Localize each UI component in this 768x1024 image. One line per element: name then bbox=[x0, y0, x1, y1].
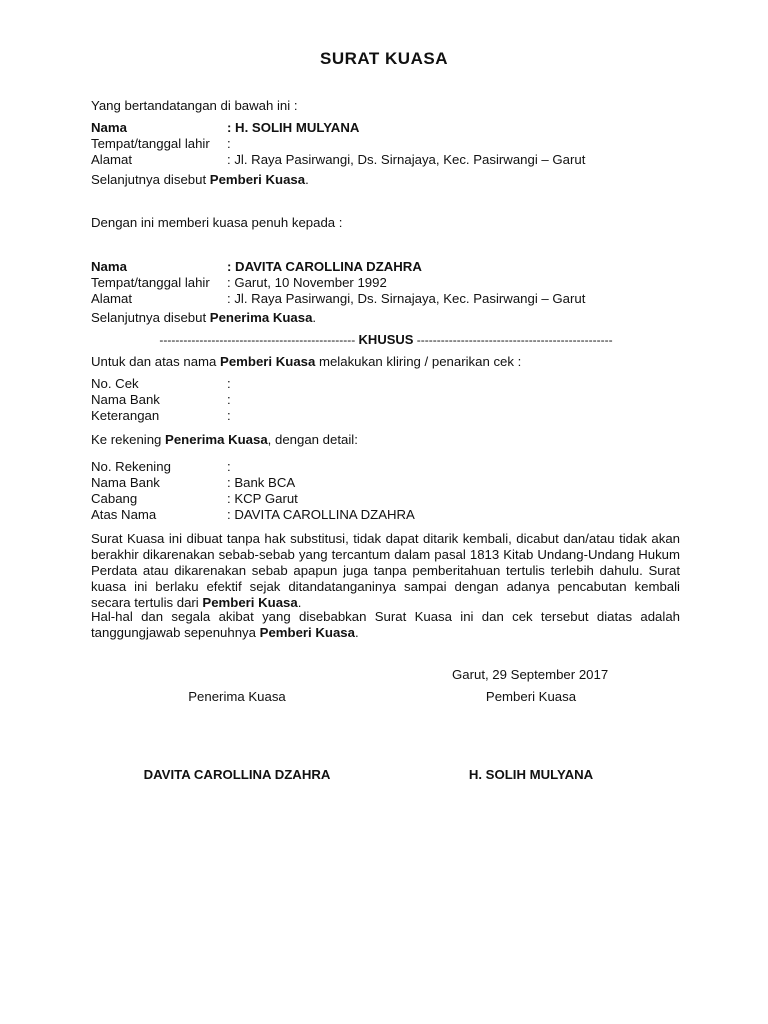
place-date: Garut, 29 September 2017 bbox=[452, 667, 609, 682]
pemberi-ttl-value: : bbox=[227, 136, 231, 151]
pemberi-nama-label: Nama bbox=[91, 120, 127, 135]
pemberi-selanjutnya-line: Selanjutnya disebut Pemberi Kuasa. bbox=[91, 172, 309, 187]
memberi-kuasa-text: Dengan ini memberi kuasa penuh kepada : bbox=[91, 215, 343, 230]
paragraph-tanggungjawab: Hal-hal dan segala akibat yang disebabkan Surat Kuasa ini dan cek tersebut diatas adalah tanggungjawab sepenuhnya Pemberi Kuasa. bbox=[91, 609, 680, 640]
penerima-nama-value: : DAVITA CAROLLINA DZAHRA bbox=[227, 259, 422, 274]
penerima-alamat-value: : Jl. Raya Pasirwangi, Ds. Sirnajaya, Kec. Pasirwangi – Garut bbox=[227, 291, 586, 306]
rekening-line: Ke rekening Penerima Kuasa, dengan detail: bbox=[91, 432, 358, 447]
penerima-alamat-label: Alamat bbox=[91, 291, 133, 306]
rekening-nama-bank-label: Nama Bank bbox=[91, 475, 160, 490]
document-title: SURAT KUASA bbox=[320, 49, 448, 68]
cabang-value: : KCP Garut bbox=[227, 491, 298, 506]
penerima-selanjutnya-line: Selanjutnya disebut Penerima Kuasa. bbox=[91, 310, 317, 325]
no-rekening-value: : bbox=[227, 459, 231, 474]
penerima-kuasa-term: Penerima Kuasa bbox=[209, 310, 313, 325]
cek-nama-bank-value: : bbox=[227, 392, 231, 407]
pemberi-kuasa-sign-name: H. SOLIH MULYANA bbox=[468, 767, 594, 782]
penerima-kuasa-sign-name: DAVITA CAROLLINA DZAHRA bbox=[143, 767, 331, 782]
cek-nama-bank-label: Nama Bank bbox=[91, 392, 160, 407]
no-cek-label: No. Cek bbox=[91, 376, 139, 391]
penerima-ttl-value: : Garut, 10 November 1992 bbox=[227, 275, 387, 290]
atas-nama-label: Atas Nama bbox=[91, 507, 157, 522]
intro-text: Yang bertandatangan di bawah ini : bbox=[91, 98, 298, 113]
atas-nama-value: : DAVITA CAROLLINA DZAHRA bbox=[227, 507, 415, 522]
pemberi-alamat-label: Alamat bbox=[91, 152, 133, 167]
keterangan-label: Keterangan bbox=[91, 408, 160, 423]
khusus-separator: ------------------------------------------------- KHUSUS ------------------------------------------------- bbox=[159, 332, 613, 347]
untuk-atas-nama-line: Untuk dan atas nama Pemberi Kuasa melakukan kliring / penarikan cek : bbox=[91, 354, 522, 369]
penerima-ttl-label: Tempat/tanggal lahir bbox=[91, 275, 210, 290]
no-rekening-label: No. Rekening bbox=[91, 459, 171, 474]
pemberi-kuasa-sign-label: Pemberi Kuasa bbox=[485, 689, 577, 704]
pemberi-alamat-value: : Jl. Raya Pasirwangi, Ds. Sirnajaya, Kec. Pasirwangi – Garut bbox=[227, 152, 586, 167]
pemberi-ttl-label: Tempat/tanggal lahir bbox=[91, 136, 210, 151]
pemberi-kuasa-term: Pemberi Kuasa bbox=[209, 172, 306, 187]
keterangan-value: : bbox=[227, 408, 231, 423]
no-cek-value: : bbox=[227, 376, 231, 391]
khusus-label: KHUSUS bbox=[358, 332, 414, 347]
cabang-label: Cabang bbox=[91, 491, 138, 506]
penerima-kuasa-sign-label: Penerima Kuasa bbox=[188, 689, 286, 704]
pemberi-nama-value: : H. SOLIH MULYANA bbox=[227, 120, 360, 135]
penerima-nama-label: Nama bbox=[91, 259, 127, 274]
rekening-nama-bank-value: : Bank BCA bbox=[227, 475, 296, 490]
paragraph-ketentuan: Surat Kuasa ini dibuat tanpa hak substitusi, tidak dapat ditarik kembali, dicabut dan/atau tidak akan berakhir dikarenakan sebab-sebab yang tercantum dalam pasal 1813 Kitab Undang-Undang Hukum Perdata atau dikarenakan sebab apapun juga tanpa pemberitahuan tertulis terlebih dahulu. Surat kuasa ini berlaku efektif sejak ditandatanganinya sampai dengan adanya pencabutan kembali secara tertulis dari Pemberi Kuasa. bbox=[91, 531, 680, 610]
